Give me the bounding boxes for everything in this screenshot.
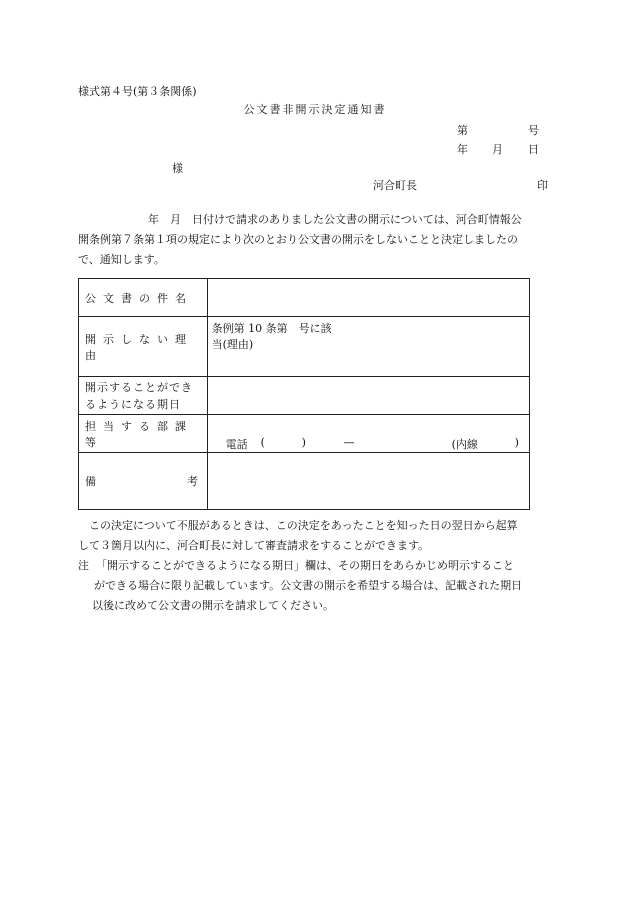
phone-label: 電話: [225, 438, 248, 451]
reason-label: 開示しない理由: [79, 317, 208, 377]
disclosure-date-label: [79, 377, 208, 415]
footnote-line-1: [78, 556, 552, 576]
remarks-label-right: 考: [187, 475, 198, 488]
remarks-label-left: 備: [85, 475, 96, 488]
disclosure-date-label-line-1: 開示することができ: [85, 380, 193, 394]
body-line-3: で、通知します。: [78, 253, 165, 266]
remarks-label-inner: [85, 453, 207, 509]
issuer-name: 河合町長: [373, 179, 417, 192]
reason-line-1: 条例第 10 条第 号に該: [211, 322, 332, 335]
footnote-text-1: 「開示することができるようになる期日」欄は、その期日をあらかじめ明示すること: [96, 559, 514, 572]
date-day-label: 日: [528, 143, 539, 156]
table-row-disclosure-date: [79, 377, 530, 415]
phone-line: [208, 415, 529, 452]
appeal-notice-paragraph: [78, 516, 552, 556]
body-line-1: 年 月 日付けで請求のありました公文書の開示については、河合町情報公: [148, 213, 522, 226]
footnote-text-2: ができる場合に限り記載しています。公文書の開示を希望する場合は、記載された期日: [94, 579, 523, 592]
footnote-line-2: [78, 576, 552, 596]
extension-label: (内線: [451, 438, 478, 451]
decision-body-paragraph: [78, 210, 552, 270]
extension-close-paren: ): [514, 436, 519, 449]
addressee-honorific: 様: [172, 162, 183, 175]
disclosure-date-label-line-2: るようになる期日: [85, 397, 181, 411]
notice-line-1: この決定について不服があるときは、この決定をあったことを知った日の翌日から起算: [89, 519, 518, 532]
reason-line-2: 当(理由): [211, 338, 254, 351]
remarks-value[interactable]: [207, 453, 529, 510]
date-month-label: 月: [492, 143, 503, 156]
form-number-label: 様式第４号(第３条関係): [78, 85, 197, 98]
disclosure-date-value[interactable]: [207, 377, 529, 415]
document-number-suffix: 号: [528, 124, 539, 137]
department-label: 担当する部課等: [79, 415, 208, 453]
department-value[interactable]: [207, 415, 529, 453]
table-row-document-name: [79, 279, 530, 317]
body-line-2: 開条例第７条第１項の規定により次のとおり公文書の開示をしないことと決定しましたの: [78, 233, 518, 246]
notice-line-2: して３箇月以内に、河合町長に対して審査請求をすることができます。: [78, 539, 430, 552]
document-title: 公文書非開示決定通知書: [243, 103, 387, 116]
table-row-department: [79, 415, 530, 453]
phone-dash: —: [343, 436, 355, 449]
seal-mark: 印: [537, 179, 548, 192]
document-number-prefix: 第: [457, 124, 468, 137]
phone-open-paren: (: [260, 436, 265, 449]
footnote-line-3: [78, 596, 552, 616]
table-row-reason: [79, 317, 530, 377]
document-name-label: 公文書の件名: [79, 279, 208, 317]
reason-value[interactable]: [207, 317, 529, 377]
footnote-mark: 注: [78, 559, 89, 572]
remarks-label: [79, 453, 208, 510]
table-row-remarks: [79, 453, 530, 510]
document-name-value[interactable]: [207, 279, 529, 317]
phone-close-paren: ): [301, 436, 306, 449]
decision-details-table: [78, 278, 530, 510]
date-year-label: 年: [457, 143, 468, 156]
footnote: [78, 556, 552, 616]
footnote-text-3: 以後に改めて公文書の開示を請求してください。: [92, 599, 334, 612]
